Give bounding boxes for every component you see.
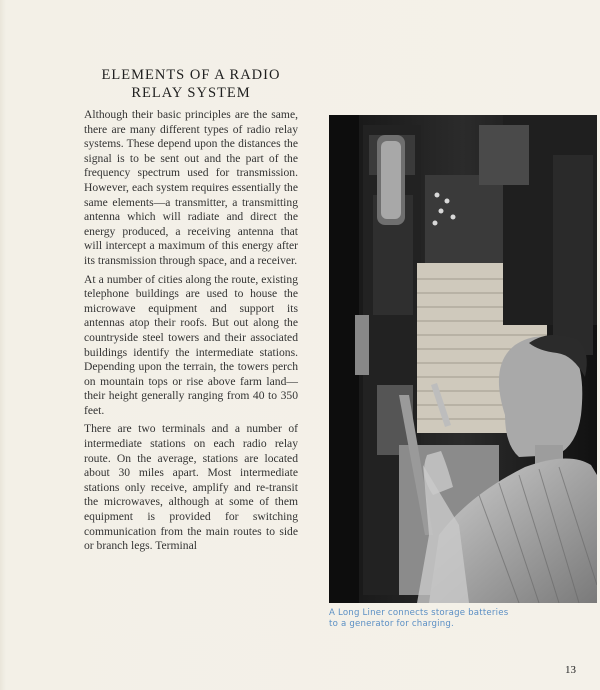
title-line-2: RELAY SYSTEM — [131, 85, 251, 101]
caption-line-1: A Long Liner connects storage batteries — [329, 608, 509, 618]
paragraph-2: At a number of cities along the route, existing telephone buildings are used to house the microwave equipment and support its antennas atop their roofs. But out along the countryside steel towers and their associated buildings identify the intermediate stations. Depending upon the terrain, the towers perch on mountain tops or rise above farm land—their height generally ranging from 40 to 350 feet. — [84, 272, 298, 417]
text-column — [84, 66, 298, 558]
title-line-1: ELEMENTS OF A RADIO — [101, 67, 281, 83]
photo-caption — [329, 608, 589, 630]
paragraph-1: Although their basic principles are the same, there are many different types of radio relay systems. These depend upon the distances the signal is to be sent out and the part of the frequency spectrum used for transmission. However, each system requires essentially the same elements—a transmitter, a transmitting antenna which will radiate and direct the energy produced, a receiving antenna that will intercept a maximum of this energy after its transmission through space, and a receiver. — [84, 108, 298, 267]
equipment-photo — [329, 115, 597, 603]
page-number: 13 — [565, 664, 576, 676]
section-title — [84, 66, 298, 102]
caption-line-2: to a generator for charging. — [329, 619, 454, 629]
paragraph-3: There are two terminals and a number of intermediate stations on each radio relay route. On the average, stations are located about 30 miles apart. Most intermediate stations only receive, amplify and re-transit the microwaves, although at some of them equipment is provided for switching communication from the main routes to side or branch legs. Terminal — [84, 422, 298, 553]
